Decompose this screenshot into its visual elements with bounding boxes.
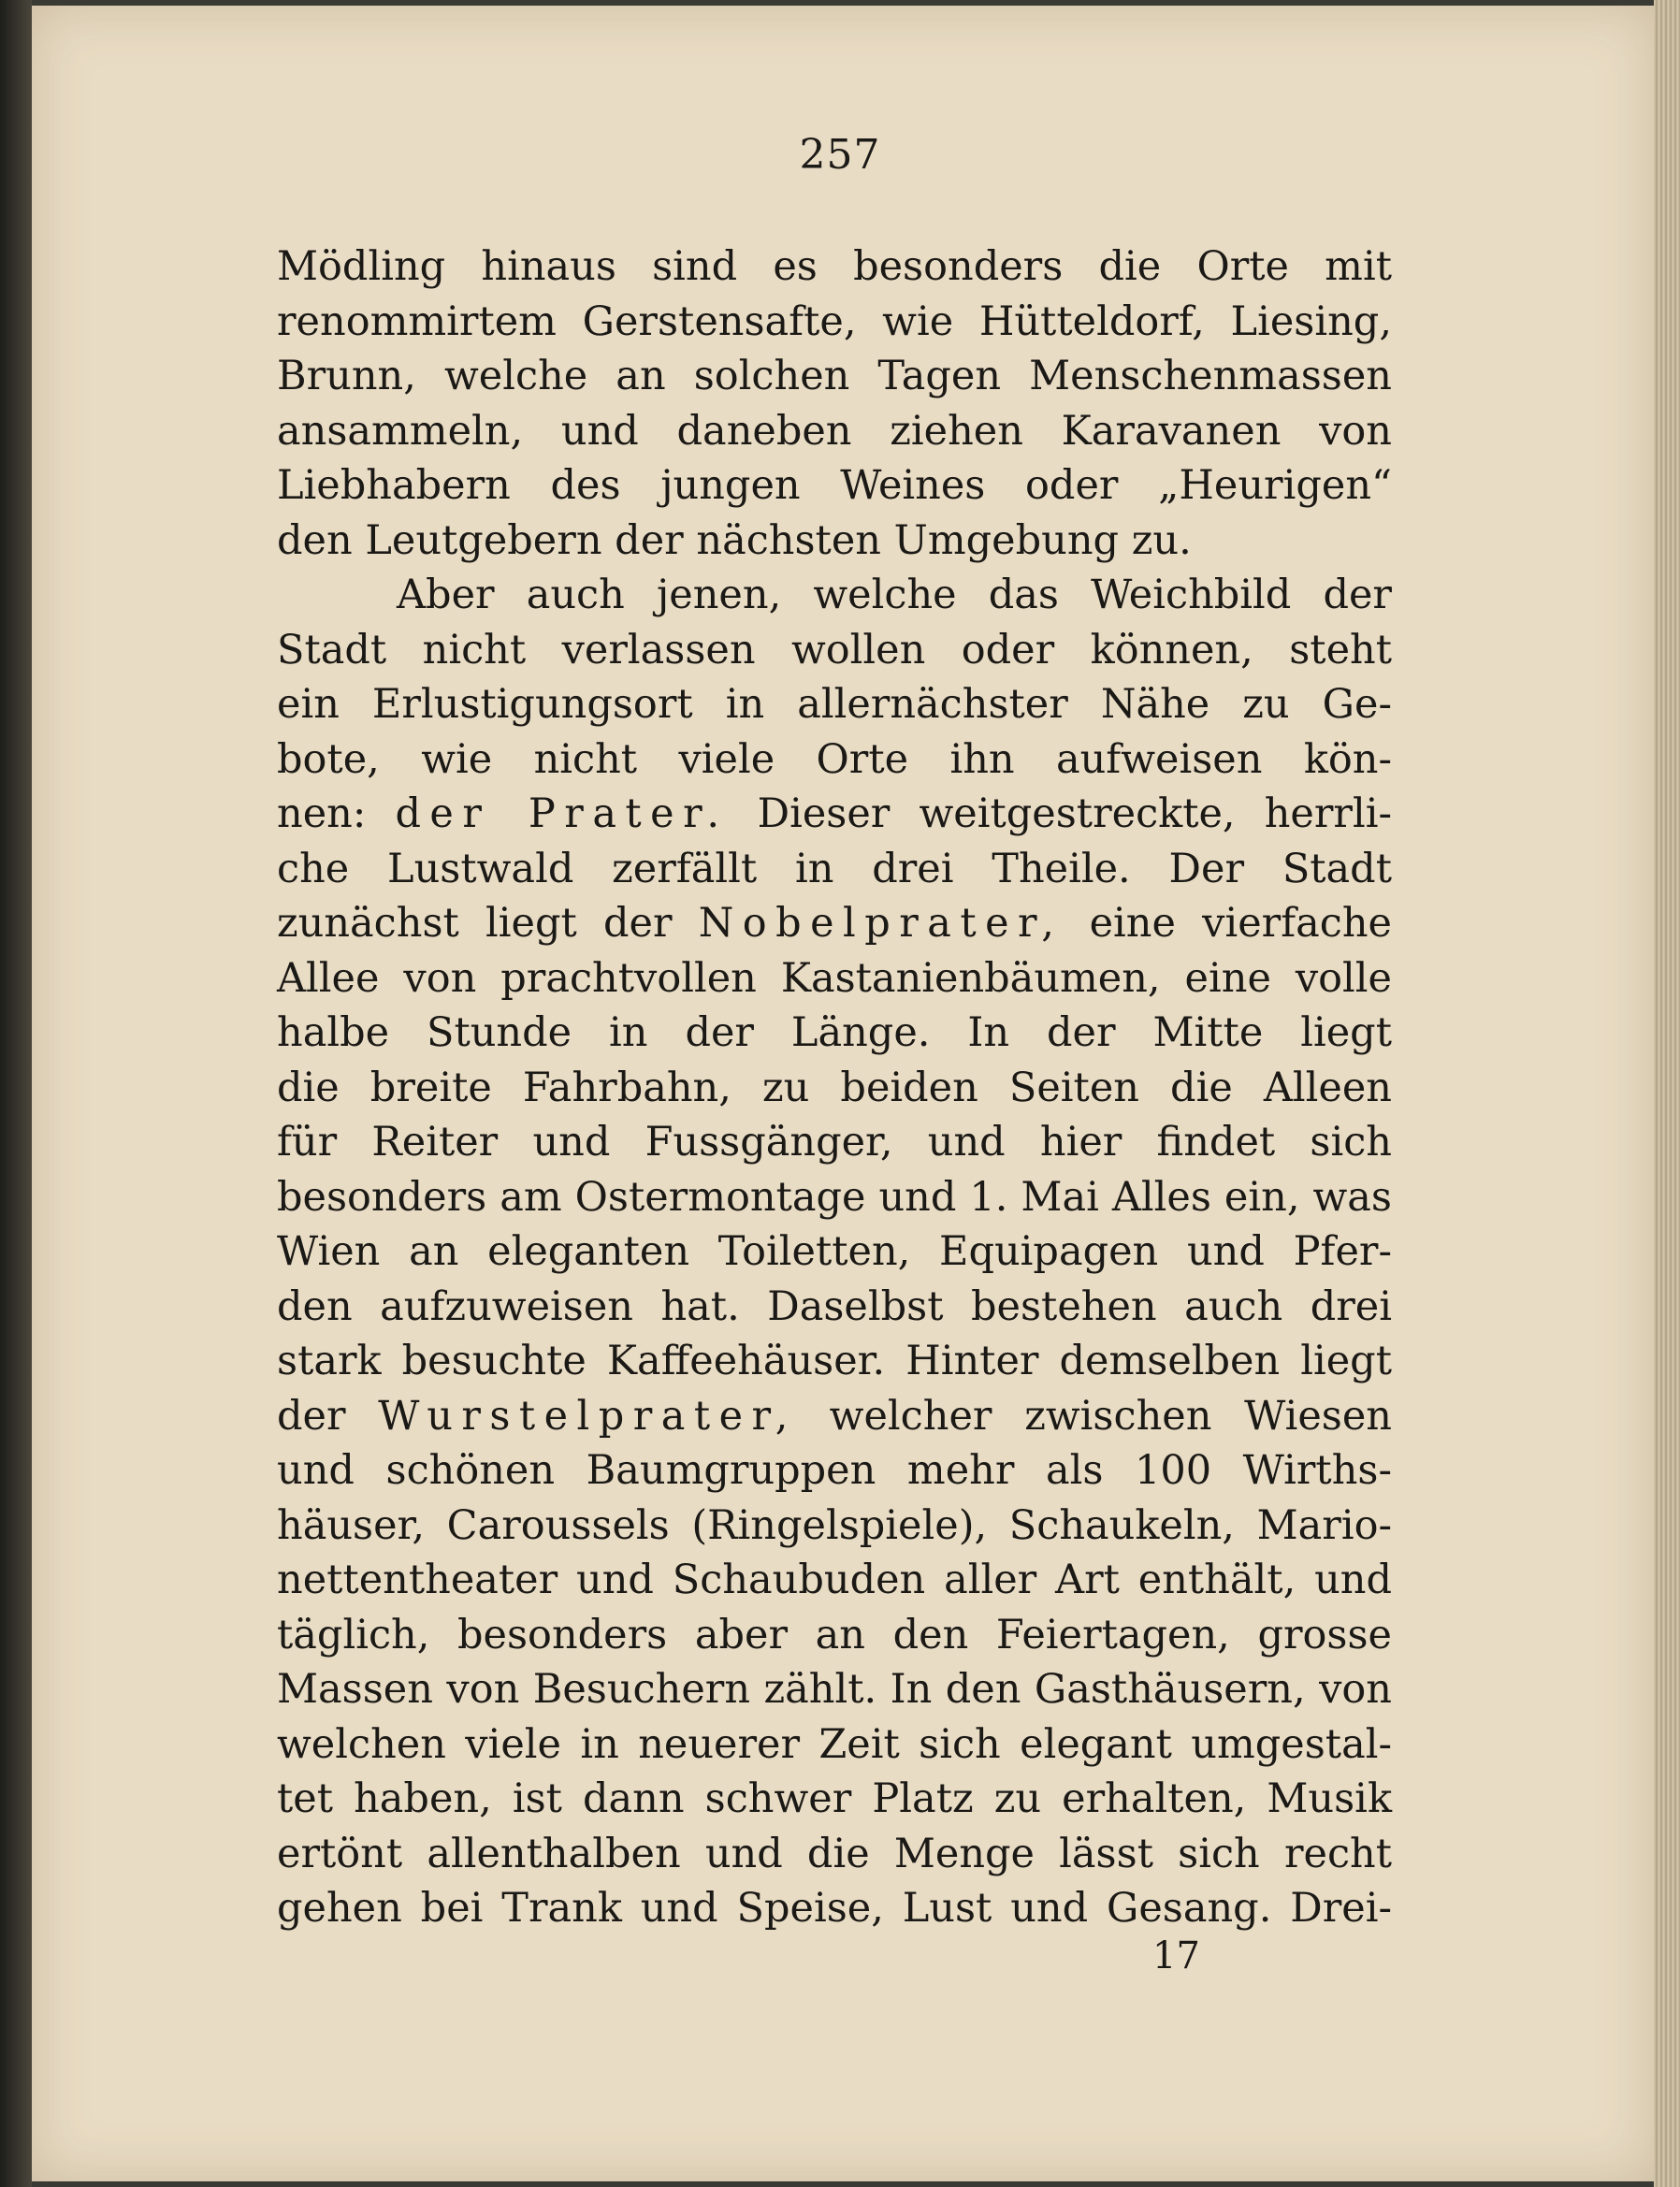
text-line: bote, wie nicht viele Orte ihn aufweisen kön-: [277, 735, 1392, 783]
text-segment: zunächst liegt der: [277, 900, 673, 947]
emphasis-prater: der Prater.: [395, 790, 729, 837]
text-line: den Leutgebern der nächsten Umgebung zu.: [277, 516, 1192, 564]
text-line: Brunn, welche an solchen Tagen Menschenmassen: [277, 353, 1392, 399]
text-line: Liebhabern des jungen Weines oder „Heurigen“: [277, 462, 1392, 509]
emphasis-nobelprater: Nobelprater,: [698, 900, 1064, 947]
text-line: besonders am Ostermontage und 1. Mai Alles ein, was: [277, 1173, 1392, 1221]
text-segment: Dieser weitgestreckte, herrli-: [757, 790, 1392, 837]
text-line: gehen bei Trank und Speise, Lust und Gesang. Drei-: [277, 1885, 1392, 1932]
text-line: für Reiter und Fussgänger, und hier findet sich: [277, 1119, 1392, 1166]
text-line: ein Erlustigungsort in allernächster Nähe zu Ge-: [277, 681, 1392, 728]
text-line: stark besuchte Kaffeehäuser. Hinter demselben liegt: [277, 1338, 1392, 1384]
paragraph-start-line: Aber auch jenen, welche das Weichbild der: [397, 572, 1392, 618]
text-line: [277, 896, 1392, 951]
page-number: 257: [799, 131, 881, 179]
text-line: ertönt allenthalben und die Menge lässt sich recht: [277, 1830, 1392, 1877]
text-line: häuser, Caroussels (Ringelspiele), Schaukeln, Mario-: [277, 1501, 1392, 1549]
text-line: che Lustwald zerfällt in drei Theile. Der Stadt: [277, 845, 1392, 892]
text-line: den aufzuweisen hat. Daselbst bestehen auch drei: [277, 1282, 1392, 1330]
text-line: halbe Stunde in der Länge. In der Mitte liegt: [277, 1009, 1392, 1056]
text-line: Wien an eleganten Toiletten, Equipagen und Pfer-: [277, 1228, 1392, 1275]
text-line: die breite Fahrbahn, zu beiden Seiten die Alleen: [277, 1064, 1392, 1111]
signature-mark: 17: [1152, 1934, 1200, 1977]
text-segment: nen:: [277, 790, 367, 837]
text-line: ansammeln, und daneben ziehen Karavanen von: [277, 407, 1392, 455]
text-line: Allee von prachtvollen Kastanienbäumen, eine volle: [277, 954, 1392, 1002]
body-text: [277, 239, 1392, 1936]
page-stack-edge: [1654, 0, 1680, 2187]
text-line: Stadt nicht verlassen wollen oder können, steht: [277, 626, 1392, 673]
emphasis-wurstelprater: Wurstelprater,: [378, 1392, 797, 1440]
text-line: tet haben, ist dann schwer Platz zu erhalten, Musik: [277, 1775, 1392, 1822]
text-line: Massen von Besuchern zählt. In den Gasthäusern, von: [277, 1666, 1392, 1713]
text-segment: welcher zwischen Wiesen: [829, 1392, 1392, 1440]
text-line: täglich, besonders aber an den Feiertagen, grosse: [277, 1611, 1392, 1658]
text-line: nettentheater und Schaubuden aller Art enthält, und: [277, 1557, 1392, 1603]
text-segment: der: [277, 1392, 346, 1440]
text-segment: eine vierfache: [1089, 900, 1392, 947]
text-line: und schönen Baumgruppen mehr als 100 Wirths-: [277, 1447, 1392, 1494]
text-line: renommirtem Gerstensafte, wie Hütteldorf, Liesing,: [277, 297, 1392, 345]
book-binding-edge: [0, 0, 32, 2187]
text-line: [277, 1389, 1392, 1444]
text-line: welchen viele in neuerer Zeit sich elegant umgestal-: [277, 1720, 1392, 1768]
text-line: [277, 787, 1392, 842]
text-line: Mödling hinaus sind es besonders die Orte mit: [277, 243, 1392, 290]
